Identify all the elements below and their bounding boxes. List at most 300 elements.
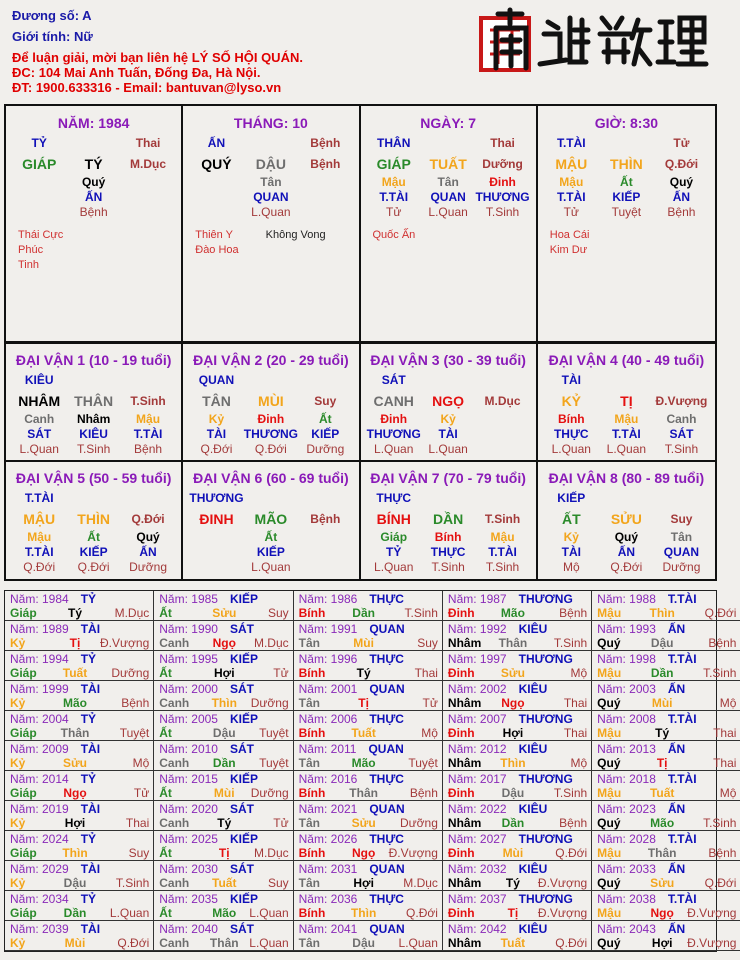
year-header	[597, 922, 736, 936]
year-cell	[443, 891, 592, 921]
heavenly-stem: Kỷ	[10, 636, 26, 650]
earthly-branch: DẦN	[432, 510, 464, 527]
hidden-stem-row	[538, 530, 715, 545]
hidden-stem: Canh	[24, 412, 55, 426]
hidden-god: THƯƠNG	[475, 190, 530, 204]
hidden-stage: Dưỡng	[306, 442, 345, 456]
year-header	[10, 802, 149, 816]
heavenly-stem: Đinh	[447, 786, 475, 800]
hidden-stage: Q.Đới	[610, 559, 643, 574]
year-header	[597, 892, 736, 906]
year-stem-branch	[10, 666, 149, 680]
ten-god-label: QUAN	[369, 922, 405, 936]
year-header	[299, 892, 438, 906]
hidden-stem-row	[361, 427, 536, 442]
year-stem-branch	[10, 756, 149, 770]
star-label: Thái Cực	[18, 229, 64, 241]
year-stem-branch	[597, 636, 736, 650]
earthly-branch: Tuất	[649, 786, 675, 800]
year-label: Năm: 2002	[447, 682, 507, 696]
year-label: Năm: 2001	[298, 682, 358, 696]
hidden-stem-row	[538, 427, 715, 442]
year-header	[448, 622, 587, 636]
ten-god-label: THƯƠNG	[518, 832, 573, 846]
year-header	[448, 922, 587, 936]
hidden-stage: L.Quan	[251, 559, 291, 574]
hidden-god: THƯƠNG	[243, 427, 298, 441]
year-stem-branch	[597, 846, 736, 860]
earthly-branch: Hợi	[502, 726, 524, 740]
year-header	[10, 712, 149, 726]
year-label: Năm: 2040	[159, 922, 218, 936]
year-header	[299, 652, 438, 666]
earthly-branch: MÙI	[258, 393, 284, 409]
earthly-branch: Tý	[67, 606, 82, 620]
spacer	[599, 133, 654, 153]
year-stem-branch	[10, 696, 149, 710]
year-cell	[294, 891, 443, 921]
life-stage-label: Suy	[128, 846, 150, 860]
year-stem-branch	[448, 666, 587, 680]
year-cell	[294, 741, 443, 771]
ten-god-label: SÁT	[229, 802, 254, 816]
hidden-god: ẤN	[617, 544, 636, 559]
spacer	[475, 442, 529, 457]
year-header	[299, 742, 438, 756]
ten-god-label: QUAN	[369, 802, 405, 816]
year-header	[597, 622, 736, 636]
earthly-branch: TÝ	[84, 156, 103, 172]
earthly-branch: Tý	[655, 726, 670, 740]
earthly-branch: Hợi	[353, 876, 374, 890]
year-header	[299, 922, 438, 936]
star-label: Kim Dư	[549, 244, 588, 256]
earthly-branch: Ngọ	[351, 846, 376, 860]
year-cell	[592, 801, 740, 831]
hidden-stem: Đinh	[489, 175, 516, 189]
ten-god-label: SÁT	[229, 682, 254, 696]
year-label: Năm: 1990	[159, 622, 218, 636]
hidden-stem: Ất	[318, 412, 332, 426]
cell-title: ĐẠI VẬN 8 (80 - 89 tuổi)	[548, 469, 705, 486]
heavenly-stem: Kỷ	[10, 696, 26, 710]
heavenly-stem: Mậu	[597, 906, 622, 920]
hidden-stem: Quý	[614, 529, 639, 544]
hidden-stem: Quý	[81, 175, 106, 189]
heavenly-stem: Ất	[159, 786, 172, 800]
hidden-stem-row	[538, 442, 715, 457]
year-label: Năm: 1993	[597, 622, 656, 636]
year-cell	[443, 651, 592, 681]
year-cell	[5, 861, 154, 891]
spacer	[244, 133, 298, 153]
cell-title: ĐẠI VẬN 2 (20 - 29 tuổi)	[193, 352, 349, 368]
shen-sha-stars	[183, 228, 358, 258]
year-cell	[592, 921, 740, 951]
year-header	[448, 592, 587, 606]
earthly-branch: Sửu	[212, 606, 237, 620]
heavenly-stem: Tân	[298, 756, 320, 770]
hidden-stage: T.Sinh	[76, 442, 111, 456]
hidden-stage: L.Quan	[606, 442, 647, 456]
year-cell	[443, 591, 592, 621]
hidden-stem: Kỷ	[440, 412, 456, 426]
year-cell	[443, 861, 592, 891]
spacer	[475, 427, 529, 442]
hidden-stem-row	[183, 427, 358, 442]
life-stage-label: Q.Đới	[664, 157, 699, 171]
hidden-stage: L.Quan	[251, 205, 291, 219]
ten-god-label: TỶ	[80, 592, 97, 606]
heavenly-stem: ĐINH	[199, 510, 234, 527]
ten-god-label: THƯƠNG	[518, 592, 573, 606]
hidden-stem-row	[361, 560, 536, 575]
hidden-stem: Kỷ	[208, 412, 225, 426]
year-label: Năm: 2030	[159, 862, 218, 876]
stars-mid	[244, 228, 353, 258]
ten-god-label: TÀI	[80, 922, 101, 936]
year-label: Năm: 2036	[298, 892, 358, 906]
ten-god-label: TÀI	[80, 802, 101, 816]
year-stem-branch	[10, 786, 149, 800]
earthly-branch: NGỌ	[432, 393, 465, 409]
year-header	[159, 682, 288, 696]
year-label: Năm: 1986	[298, 592, 358, 606]
year-cell	[592, 891, 740, 921]
heavenly-stem: TÂN	[202, 393, 231, 409]
year-label: Năm: 2041	[298, 922, 358, 936]
earthly-branch: Dậu	[352, 936, 375, 950]
pillar-cell	[361, 106, 538, 341]
life-stage-label: Đ.Vượng	[388, 846, 438, 860]
hidden-stem: Ất	[264, 529, 278, 544]
heavenly-stem: Giáp	[10, 786, 37, 800]
year-header	[299, 772, 438, 786]
hidden-god: ẤN	[139, 544, 157, 559]
earthly-branch: Thìn	[350, 906, 377, 920]
year-stem-branch	[448, 696, 587, 710]
ten-god-label: TỶ	[80, 712, 97, 726]
heavenly-stem: Bính	[298, 786, 326, 800]
heavenly-stem: Nhâm	[447, 936, 482, 950]
ten-god-label: THƯƠNG	[189, 490, 244, 505]
spacer	[189, 545, 243, 560]
life-stage-label: Thai	[490, 136, 515, 150]
hidden-god: T.TÀI	[379, 190, 409, 204]
year-cell	[592, 711, 740, 741]
year-cell	[154, 891, 293, 921]
heavenly-stem: Bính	[298, 666, 326, 680]
ten-god-label: ẤN	[207, 136, 226, 150]
heavenly-stem: Đinh	[447, 846, 475, 860]
earthly-branch: Mão	[63, 696, 87, 710]
life-stage-label: Bệnh	[708, 636, 737, 650]
life-stage-label: Thai	[135, 136, 161, 150]
earthly-branch: MÃO	[254, 510, 288, 527]
year-stem-branch	[159, 876, 288, 890]
life-stage-label: Q.Đới	[117, 936, 150, 950]
year-cell	[443, 681, 592, 711]
year-cell	[443, 831, 592, 861]
shen-sha-stars	[6, 228, 181, 271]
year-stem-branch	[597, 696, 736, 710]
hidden-stem: Bính	[434, 529, 462, 544]
stem-branch-row	[538, 508, 715, 530]
earthly-branch: Ngọ	[650, 906, 674, 920]
year-header	[448, 892, 587, 906]
year-header	[159, 772, 288, 786]
earthly-branch: SỬU	[610, 510, 642, 527]
stars-left	[544, 228, 599, 258]
cell-title: ĐẠI VẬN 3 (30 - 39 tuổi)	[370, 352, 526, 368]
year-label: Năm: 2019	[10, 802, 69, 816]
year-cell	[592, 621, 740, 651]
spacer	[121, 370, 175, 390]
stars-mid	[66, 228, 175, 258]
hidden-stage: Dưỡng	[662, 559, 701, 574]
year-stem-branch	[159, 906, 288, 920]
spacer	[66, 133, 120, 153]
hidden-stem: Mậu	[559, 175, 584, 189]
year-label: Năm: 1995	[159, 652, 218, 666]
ten-god-label: TÀI	[80, 742, 101, 756]
heavenly-stem: Quý	[597, 816, 621, 830]
spacer	[421, 488, 475, 508]
life-stage-label: Tuyệt	[119, 726, 150, 740]
heavenly-stem: Tân	[298, 816, 320, 830]
earthly-branch: Hợi	[651, 936, 673, 950]
star-label: Không Vong	[265, 229, 326, 241]
year-header	[10, 622, 149, 636]
hidden-god: THƯƠNG	[366, 427, 421, 441]
ten-god-label: SÁT	[229, 862, 254, 876]
ten-god-label: KIẾP	[229, 592, 258, 606]
year-header	[10, 592, 149, 606]
heavenly-stem: Đinh	[447, 606, 475, 620]
year-cell	[294, 921, 443, 951]
life-stage-label: Q.Đới	[704, 876, 737, 890]
year-header	[159, 592, 288, 606]
stars-left	[12, 228, 66, 271]
earthly-branch: Ngọ	[212, 636, 236, 650]
life-stage-label: T.Sinh	[553, 636, 588, 650]
life-stage-label: Bệnh	[121, 696, 150, 710]
earthly-branch: Dần	[212, 756, 236, 770]
life-stage-label: Thai	[414, 666, 438, 680]
year-stem-branch	[299, 816, 438, 830]
ten-god-label: QUAN	[369, 622, 405, 636]
life-stage-label: Bệnh	[409, 786, 438, 800]
spacer	[599, 370, 654, 390]
year-header	[448, 772, 587, 786]
year-cell	[154, 591, 293, 621]
hidden-stem-row	[361, 190, 536, 205]
year-cell	[592, 741, 740, 771]
stars-left	[367, 228, 421, 243]
heavenly-stem: Giáp	[10, 666, 37, 680]
contact-phone-email: ĐT: 1900.633316 - Email: bantuvan@lyso.vn	[12, 80, 282, 95]
life-stage-label: Dưỡng	[111, 666, 150, 680]
year-cell	[443, 801, 592, 831]
year-stem-branch	[448, 786, 587, 800]
heavenly-stem: Quý	[597, 696, 621, 710]
ten-god-row	[538, 133, 715, 153]
spacer	[298, 175, 352, 190]
hidden-stem: Ất	[620, 175, 633, 189]
year-label: Năm: 2035	[159, 892, 218, 906]
stem-branch-row	[6, 508, 181, 530]
year-stem-branch	[448, 846, 587, 860]
stem-branch-row	[361, 390, 536, 412]
life-stage-label: Bệnh	[559, 606, 588, 620]
year-stem-branch	[159, 786, 288, 800]
year-stem-branch	[10, 846, 149, 860]
year-stem-branch	[10, 876, 149, 890]
year-stem-branch	[448, 606, 587, 620]
spacer	[189, 205, 243, 220]
year-label: Năm: 2033	[597, 862, 656, 876]
year-cell	[5, 591, 154, 621]
year-label: Năm: 2039	[10, 922, 69, 936]
year-stem-branch	[448, 876, 587, 890]
year-header	[597, 802, 736, 816]
year-header	[299, 682, 438, 696]
dai-van-cell	[6, 462, 183, 580]
year-header	[448, 742, 587, 756]
earthly-branch: Mão	[351, 756, 376, 770]
year-label: Năm: 1991	[298, 622, 358, 636]
spacer	[298, 545, 352, 560]
year-cell	[294, 771, 443, 801]
earthly-branch: TỊ	[620, 393, 633, 409]
hidden-stem-row	[183, 530, 358, 545]
year-cell	[294, 681, 443, 711]
life-stage-label: Q.Đới	[406, 906, 438, 920]
stem-branch-row	[361, 153, 536, 175]
stars-mid	[421, 228, 530, 243]
year-stem-branch	[299, 696, 438, 710]
contact-address: ĐC: 104 Mai Anh Tuấn, Đống Đa, Hà Nội.	[12, 65, 261, 80]
spacer	[421, 133, 475, 153]
earthly-branch: THÌN	[77, 510, 110, 527]
year-stem-branch	[159, 936, 288, 950]
year-label: Năm: 2021	[298, 802, 358, 816]
heavenly-stem: Nhâm	[447, 816, 482, 830]
hidden-stem-row	[538, 190, 715, 205]
spacer	[298, 530, 352, 545]
hidden-stem: Mậu	[614, 412, 639, 426]
hidden-stem-row	[183, 442, 358, 457]
year-label: Năm: 2018	[597, 772, 656, 786]
year-stem-branch	[299, 726, 438, 740]
year-label: Năm: 2022	[447, 802, 507, 816]
earthly-branch: THÌN	[610, 156, 643, 172]
ten-god-row	[361, 488, 536, 508]
year-stem-branch	[159, 636, 288, 650]
hidden-god: SÁT	[669, 427, 694, 441]
hidden-stem: Quý	[669, 175, 694, 189]
heavenly-stem: Ất	[159, 906, 172, 920]
ten-god-label: KIÊU	[518, 682, 548, 696]
year-label: Năm: 2007	[447, 712, 507, 726]
star-label: Phúc Tinh	[18, 244, 44, 271]
ten-god-label: T.TÀI	[667, 592, 697, 606]
hidden-god: QUAN	[663, 544, 700, 559]
earthly-branch: Mão	[212, 906, 237, 920]
heavenly-stem: Nhâm	[447, 756, 482, 770]
ten-god-label: THỰC	[369, 772, 404, 786]
life-stage-label: Suy	[267, 876, 289, 890]
ten-god-label: THƯƠNG	[518, 772, 573, 786]
year-stem-branch	[448, 636, 587, 650]
life-stage-label: Đ.Vượng	[655, 394, 708, 408]
heavenly-stem: NHÂM	[18, 393, 61, 409]
spacer	[421, 370, 475, 390]
life-stage-label: Mộ	[132, 756, 150, 770]
life-stage-label: Tử	[273, 816, 289, 830]
earthly-branch: Tị	[218, 846, 230, 860]
ten-god-label: T.TÀI	[667, 652, 697, 666]
annual-luck-table	[4, 590, 737, 952]
heavenly-stem: Canh	[159, 756, 190, 770]
year-stem-branch	[159, 756, 288, 770]
life-stage-label: Suy	[670, 511, 693, 526]
hidden-stage: T.Sinh	[485, 559, 520, 574]
heavenly-stem: Kỷ	[10, 816, 26, 830]
life-stage-label: Tuyệt	[259, 726, 289, 740]
hidden-stem: Tân	[437, 175, 459, 189]
life-stage-label: Dưỡng	[399, 816, 438, 830]
ten-god-label: SÁT	[229, 622, 254, 636]
life-stage-label: Mộ	[570, 666, 588, 680]
hidden-stage: Q.Đới	[254, 442, 287, 456]
life-stage-label: Suy	[417, 636, 438, 650]
ten-god-label: TỶ	[31, 136, 47, 150]
hidden-god: KIẾP	[79, 544, 108, 559]
life-stage-label: Q.Đới	[704, 606, 737, 620]
life-stage-label: Mộ	[570, 756, 588, 770]
year-cell	[5, 651, 154, 681]
hidden-stem-row	[183, 560, 358, 575]
year-stem-branch	[597, 786, 736, 800]
hidden-god: QUAN	[430, 190, 466, 204]
year-cell	[154, 861, 293, 891]
life-stage-label: Đ.Vượng	[687, 936, 737, 950]
spacer	[475, 488, 529, 508]
year-header	[299, 712, 438, 726]
earthly-branch: Thân	[647, 846, 677, 860]
ten-god-label: T.TÀI	[556, 136, 586, 150]
year-cell	[592, 861, 740, 891]
ten-god-label: THỰC	[376, 490, 412, 505]
year-label: Năm: 2005	[159, 712, 218, 726]
year-header	[299, 862, 438, 876]
life-stage-label: Bệnh	[559, 816, 588, 830]
hidden-stem: Tân	[260, 175, 282, 189]
ten-god-label: THỰC	[369, 592, 404, 606]
hidden-god: KIÊU	[79, 427, 108, 441]
year-label: Năm: 2038	[597, 892, 656, 906]
heavenly-stem: Canh	[159, 636, 190, 650]
year-header	[10, 832, 149, 846]
shen-sha-stars	[361, 228, 536, 243]
hidden-stage: Bệnh	[134, 442, 163, 456]
life-stage-label: Đ.Vượng	[687, 906, 737, 920]
spacer	[244, 488, 298, 508]
year-label: Năm: 2025	[159, 832, 218, 846]
life-stage-label: Tử	[273, 666, 289, 680]
year-label: Năm: 2031	[298, 862, 358, 876]
